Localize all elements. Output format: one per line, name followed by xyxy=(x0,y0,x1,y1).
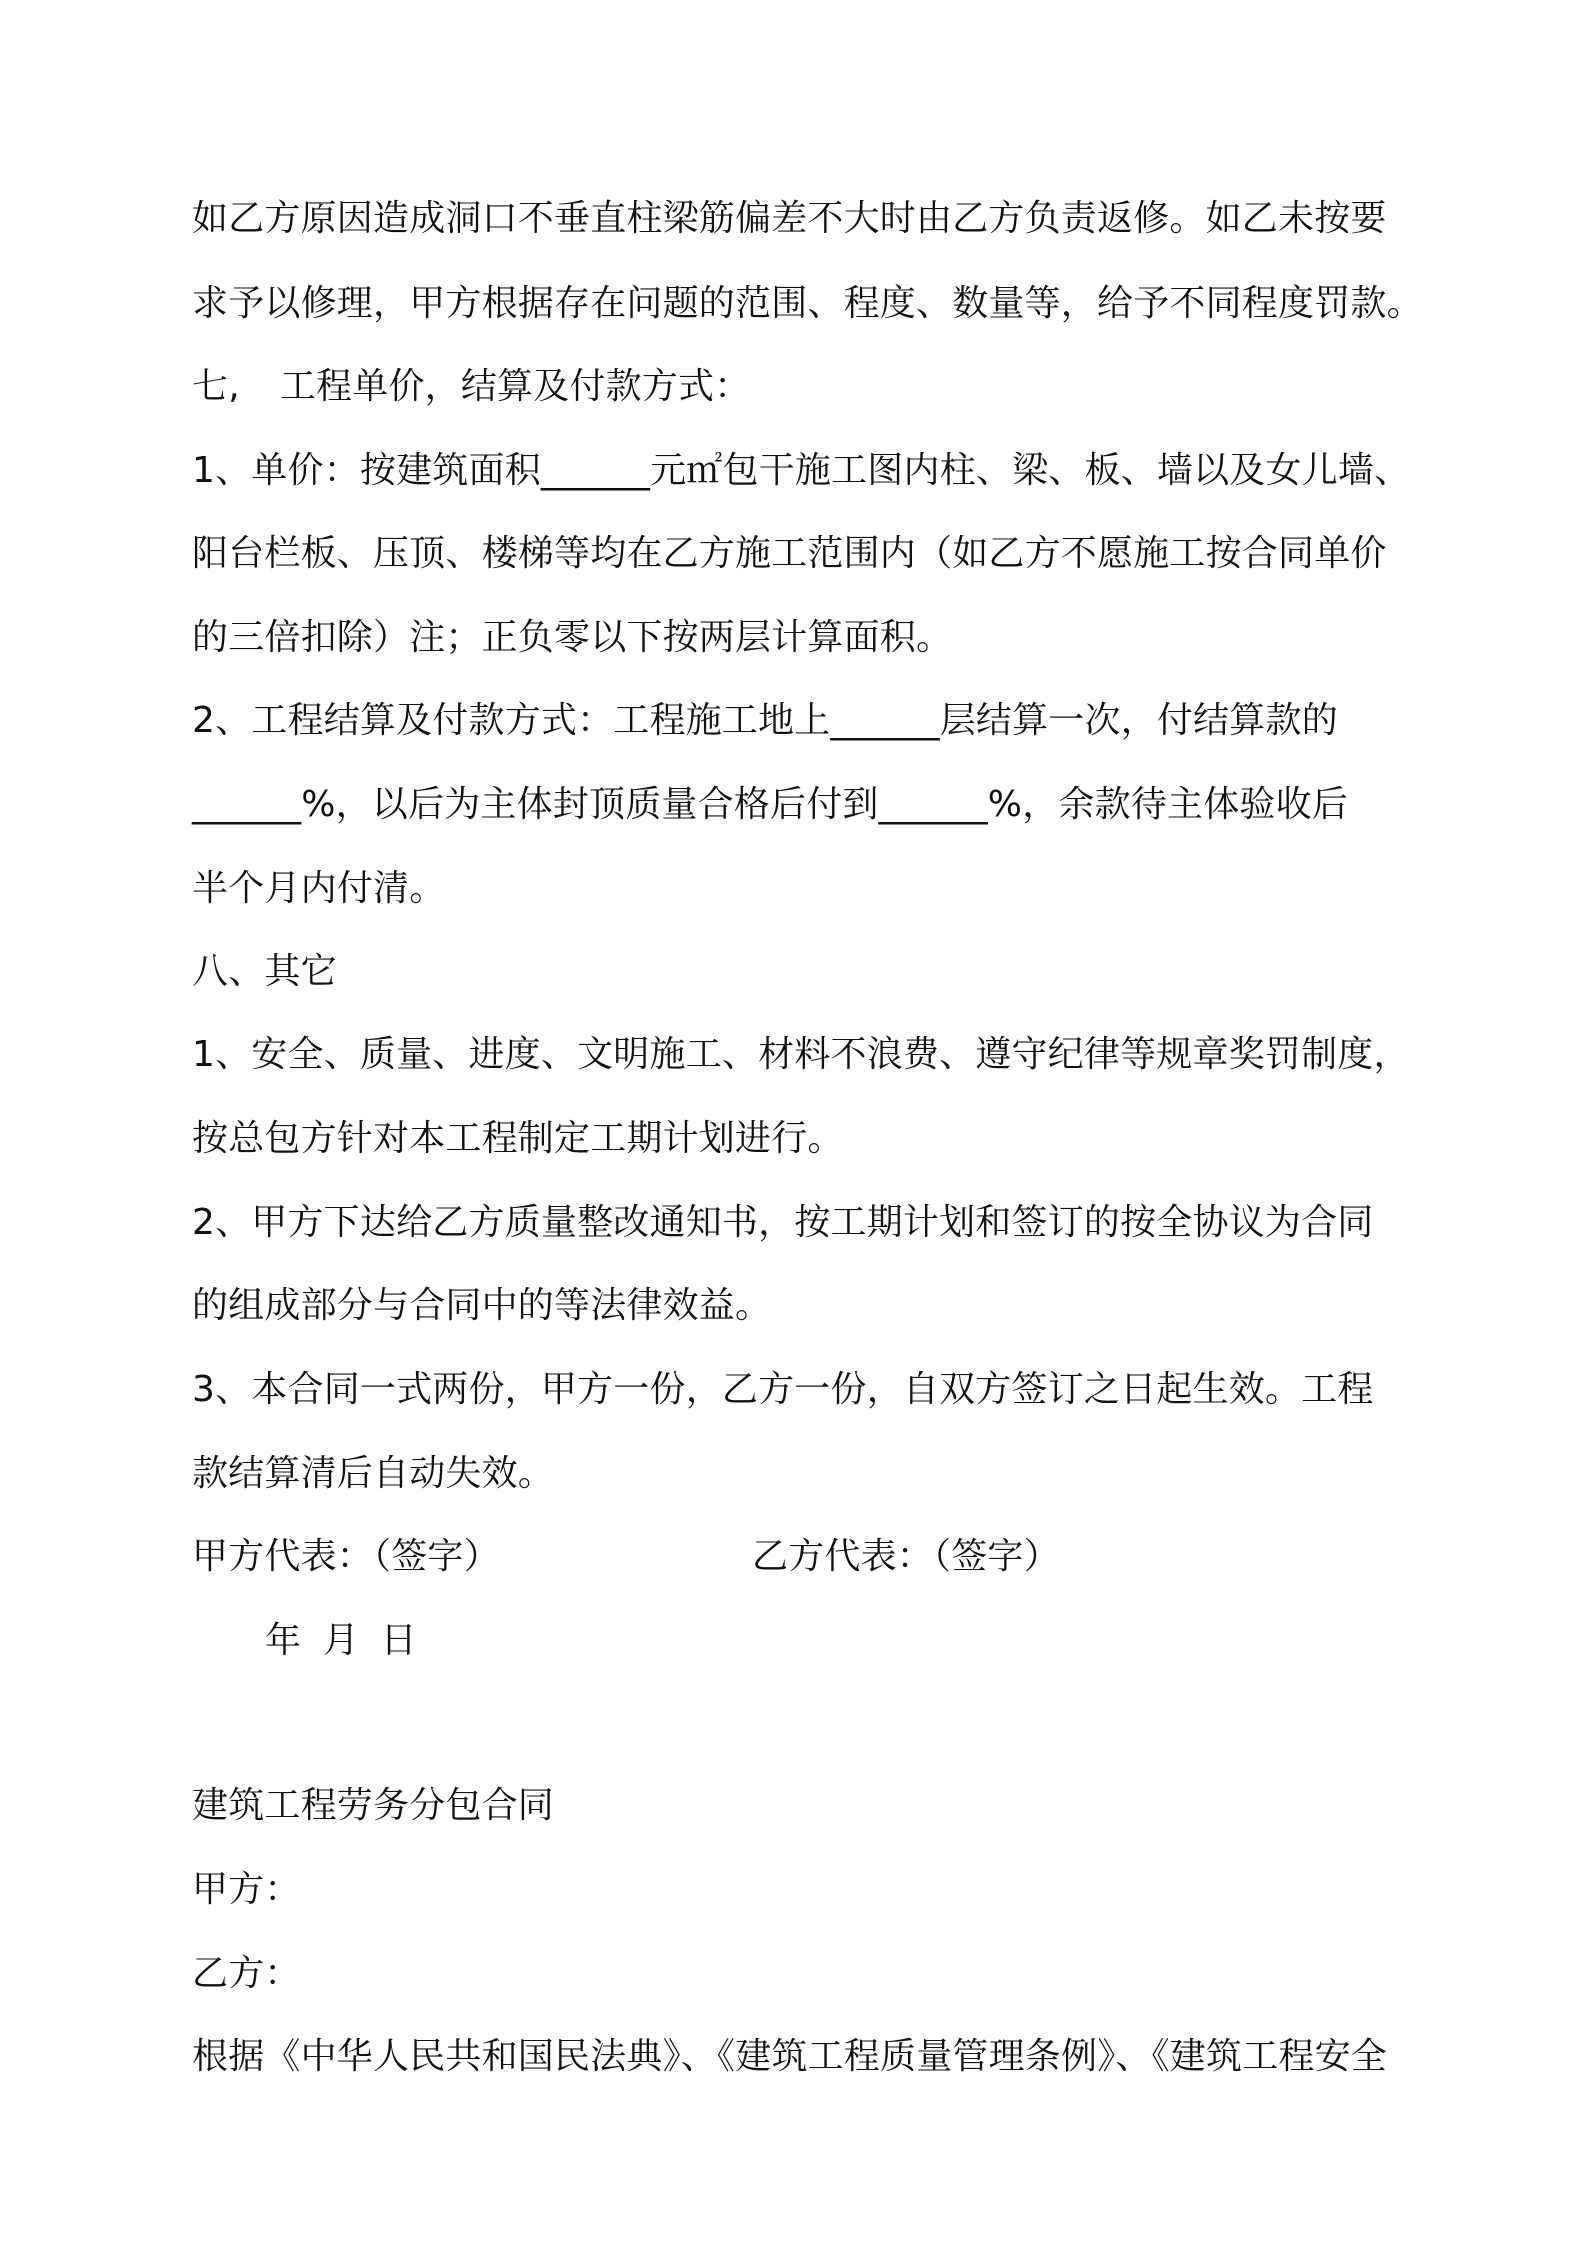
paragraph-line: 求予以修理，甲方根据存在问题的范围、程度、数量等，给予不同程度罚款。 xyxy=(192,283,1423,324)
paragraph-line: 3、本合同一式两份，甲方一份，乙方一份，自双方签订之日起生效。工程 xyxy=(192,1369,1374,1410)
party-b-label: 乙方： xyxy=(192,1953,301,1994)
paragraph-line: 阳台栏板、压顶、楼梯等均在乙方施工范围内（如乙方不愿施工按合同单价 xyxy=(192,533,1387,574)
paragraph-line: 1、单价：按建筑面积______元㎡包干施工图内柱、梁、板、墙以及女儿墙、 xyxy=(192,450,1411,491)
paragraph-line: 1、安全、质量、进度、文明施工、材料不浪费、遵守纪律等规章奖罚制度， xyxy=(192,1034,1410,1075)
paragraph-line: 的组成部分与合同中的等法律效益。 xyxy=(192,1285,772,1326)
contract-title: 建筑工程劳务分包合同 xyxy=(192,1785,555,1826)
paragraph-line: 2、甲方下达给乙方质量整改通知书，按工期计划和签订的按全协议为合同 xyxy=(192,1202,1374,1243)
paragraph-line: 款结算清后自动失效。 xyxy=(192,1453,555,1494)
paragraph-line: 的三倍扣除）注；正负零以下按两层计算面积。 xyxy=(192,617,953,658)
section-heading-7 xyxy=(192,363,1432,411)
paragraph-line: ______%，以后为主体封顶质量合格后付到______%，余款待主体验收后 xyxy=(192,784,1349,825)
party-a-label: 甲方： xyxy=(192,1869,301,1910)
paragraph-line: 如乙方原因造成洞口不垂直柱梁筋偏差不大时由乙方负责返修。如乙未按要 xyxy=(192,198,1387,239)
paragraph-line: 根据《中华人民共和国民法典》、《建筑工程质量管理条例》、《建筑工程安全 xyxy=(192,2036,1388,2077)
paragraph-line: 2、工程结算及付款方式：工程施工地上______层结算一次，付结算款的 xyxy=(192,700,1338,741)
section-title: 工程单价，结算及付款方式： xyxy=(279,366,751,407)
paragraph-line: 按总包方针对本工程制定工期计划进行。 xyxy=(192,1118,844,1159)
party-a-signature-label: 甲方代表：（签字） xyxy=(192,1536,500,1577)
paragraph-line: 半个月内付清。 xyxy=(192,868,446,909)
party-b-signature-label: 乙方代表：（签字） xyxy=(752,1536,1060,1577)
section-number: 七, xyxy=(192,366,240,407)
signature-date: 年 月 日 xyxy=(265,1620,417,1661)
section-heading-8: 八、其它 xyxy=(192,951,337,992)
